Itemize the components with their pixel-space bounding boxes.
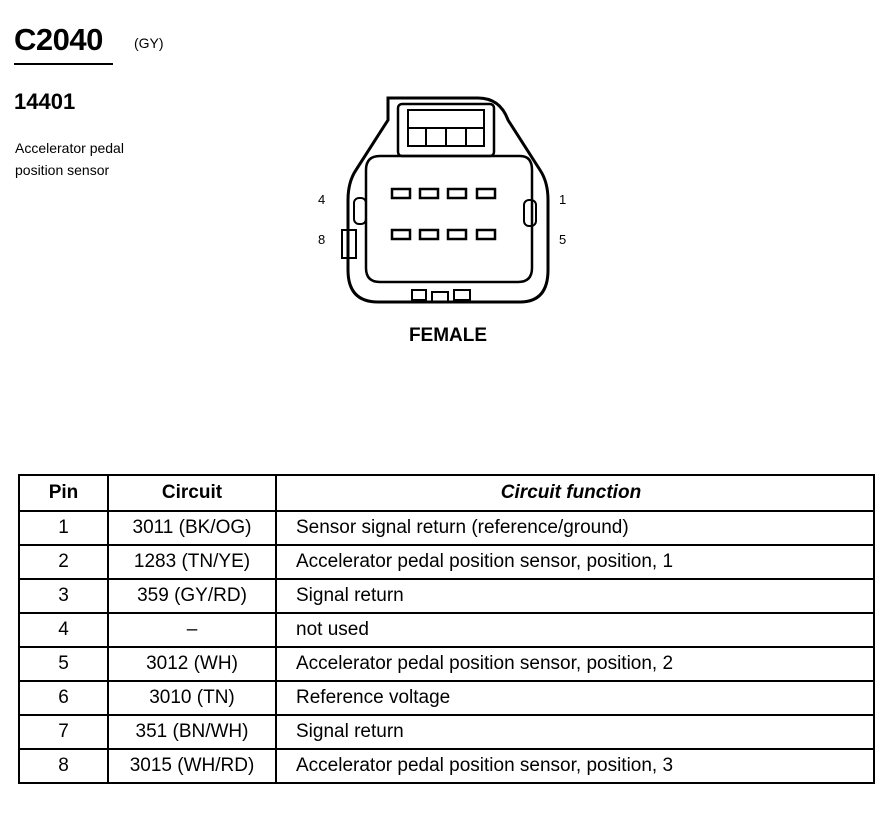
connector-color: (GY): [134, 35, 164, 51]
table-row: [19, 579, 874, 613]
pin-label-4: 4: [318, 192, 326, 207]
cell-pin: 8: [19, 749, 108, 783]
connector-diagram: [300, 90, 560, 320]
part-number: 14401: [14, 89, 76, 114]
title-underline: [14, 63, 113, 65]
cell-circuit: 3011 (BK/OG): [108, 511, 276, 545]
side-key-left: [354, 198, 366, 224]
cell-function: Accelerator pedal position sensor, position, 1: [276, 545, 874, 579]
table-row: [19, 511, 874, 545]
cell-pin: 1: [19, 511, 108, 545]
cell-pin: 5: [19, 647, 108, 681]
table-row: [19, 749, 874, 783]
table-row: [19, 715, 874, 749]
header-circuit: Circuit: [108, 475, 276, 511]
pin-label-1: 1: [559, 192, 567, 207]
cell-circuit: 3010 (TN): [108, 681, 276, 715]
cell-circuit: 359 (GY/RD): [108, 579, 276, 613]
cell-function: Accelerator pedal position sensor, position, 2: [276, 647, 874, 681]
connector-id: C2040: [14, 22, 103, 57]
pin-table: [18, 474, 875, 784]
cell-function: Accelerator pedal position sensor, position, 3: [276, 749, 874, 783]
pin-label-8: 8: [318, 232, 326, 247]
table-row: [19, 647, 874, 681]
bottom-slots: [412, 290, 470, 302]
latch: [398, 104, 494, 156]
table-row: [19, 613, 874, 647]
cell-pin: 3: [19, 579, 108, 613]
cell-circuit: 1283 (TN/YE): [108, 545, 276, 579]
cell-circuit: –: [108, 613, 276, 647]
table-header-row: [19, 475, 874, 511]
cell-circuit: 351 (BN/WH): [108, 715, 276, 749]
cell-pin: 2: [19, 545, 108, 579]
cell-pin: 6: [19, 681, 108, 715]
side-key-right: [524, 200, 536, 226]
table-row: [19, 545, 874, 579]
cell-function: Signal return: [276, 715, 874, 749]
terminal-row-top: [392, 189, 495, 198]
cell-pin: 4: [19, 613, 108, 647]
part-description: Accelerator pedal position sensor: [15, 140, 124, 178]
cell-pin: 7: [19, 715, 108, 749]
header-function: Circuit function: [276, 475, 874, 511]
header-pin: Pin: [19, 475, 108, 511]
cell-function: Sensor signal return (reference/ground): [276, 511, 874, 545]
terminal-row-bottom: [392, 230, 495, 239]
pin-label-5: 5: [559, 232, 567, 247]
cell-function: Reference voltage: [276, 681, 874, 715]
cell-function: not used: [276, 613, 874, 647]
cell-circuit: 3015 (WH/RD): [108, 749, 276, 783]
cell-function: Signal return: [276, 579, 874, 613]
cell-circuit: 3012 (WH): [108, 647, 276, 681]
connector-cavity: [366, 156, 532, 282]
table-row: [19, 681, 874, 715]
connector-gender: FEMALE: [408, 325, 488, 346]
